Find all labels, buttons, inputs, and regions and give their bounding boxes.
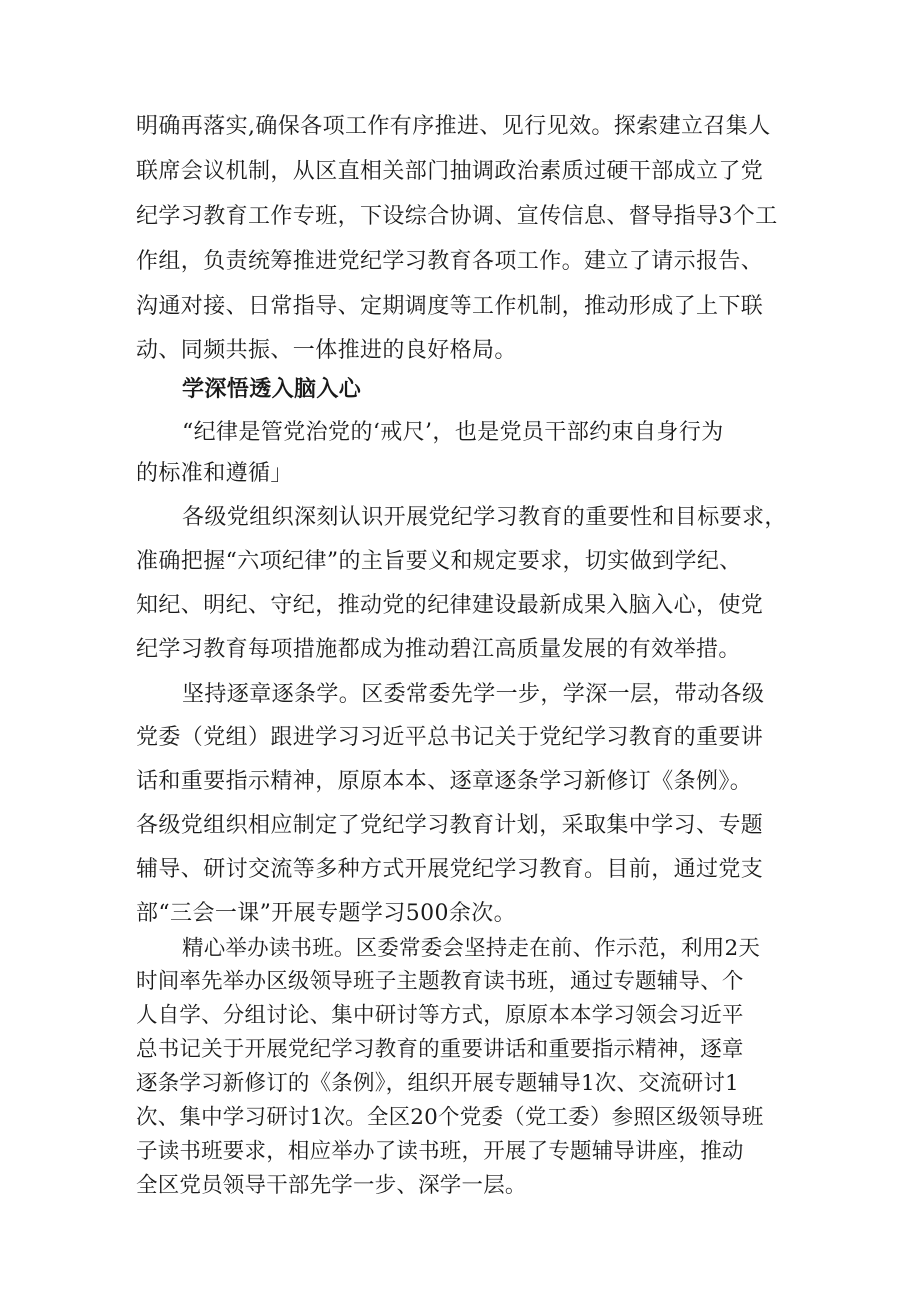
body-text-line: 部“三会一课”开展专题学习500余次。 bbox=[136, 901, 517, 926]
body-text-line: 联席会议机制，从区直相关部门抽调政治素质过硬干部成立了党 bbox=[136, 159, 764, 184]
body-text-line: 人自学、分组讨论、集中研讨等方式，原原本本学习领会习近平 bbox=[136, 1003, 744, 1028]
body-text-line: 坚持逐章逐条学。区委常委先学一步，学深一层，带动各级 bbox=[182, 682, 765, 707]
quote-line: “纪律是管党治党的‘戒尺’，也是党员干部约束自身行为 bbox=[182, 420, 724, 445]
body-text-line: 党委（党组）跟进学习习近平总书记关于党纪学习教育的重要讲 bbox=[136, 725, 764, 750]
quote-line: 的标准和遵循」 bbox=[136, 461, 293, 486]
body-text-line: 沟通对接、日常指导、定期调度等工作机制，推动形成了上下联 bbox=[136, 294, 764, 319]
body-text-line: 全区党员领导干部先学一步、深学一层。 bbox=[136, 1173, 527, 1198]
body-text-line: 次、集中学习研讨1次。全区20个党委（党工委）参照区级领导班 bbox=[136, 1105, 764, 1130]
body-text-line: 明确再落实,确保各项工作有序推进、见行见效。探索建立召集人 bbox=[136, 114, 771, 139]
body-text-line: 逐条学习新修订的《条例》，组织开展专题辅导1次、交流研讨1 bbox=[136, 1071, 739, 1096]
body-text-line: 知纪、明纪、守纪，推动党的纪律建设最新成果入脑入心，使党 bbox=[136, 593, 764, 618]
body-text-line: 精心举办读书班。区委常委会坚持走在前、作示范，利用2天 bbox=[182, 936, 761, 961]
body-text-line: 辅导、研讨交流等多种方式开展党纪学习教育。目前，通过党支 bbox=[136, 857, 764, 882]
body-text-line: 总书记关于开展党纪学习教育的重要讲话和重要指示精神，逐章 bbox=[136, 1037, 744, 1062]
body-text-line: 各级党组织相应制定了党纪学习教育计划，采取集中学习、专题 bbox=[136, 813, 764, 838]
body-text-line: 作组，负责统筹推进党纪学习教育各项工作。建立了请示报告、 bbox=[136, 249, 764, 274]
body-text-line: 子读书班要求，相应举办了读书班，开展了专题辅导讲座，推动 bbox=[136, 1139, 744, 1164]
body-text-line: 时间率先举办区级领导班子主题教育读书班，通过专题辅导、个 bbox=[136, 969, 744, 994]
body-text-line: 纪学习教育每项措施都成为推动碧江高质量发展的有效举措。 bbox=[136, 637, 741, 662]
body-text-line: 话和重要指示精神，原原本本、逐章逐条学习新修订《条例》。 bbox=[136, 769, 753, 794]
body-text-line: 各级党组织深刻认识开展党纪学习教育的重要性和目标要求， bbox=[182, 505, 787, 530]
body-text-line: 准确把握“六项纪律”的主旨要义和规定要求，切实做到学纪、 bbox=[136, 549, 742, 574]
section-heading: 学深悟透入脑入心 bbox=[182, 376, 362, 402]
body-text-line: 纪学习教育工作专班，下设综合协调、宣传信息、督导指导3个工 bbox=[136, 204, 778, 229]
body-text-line: 动、同频共振、一体推进的良好格局。 bbox=[136, 338, 517, 363]
